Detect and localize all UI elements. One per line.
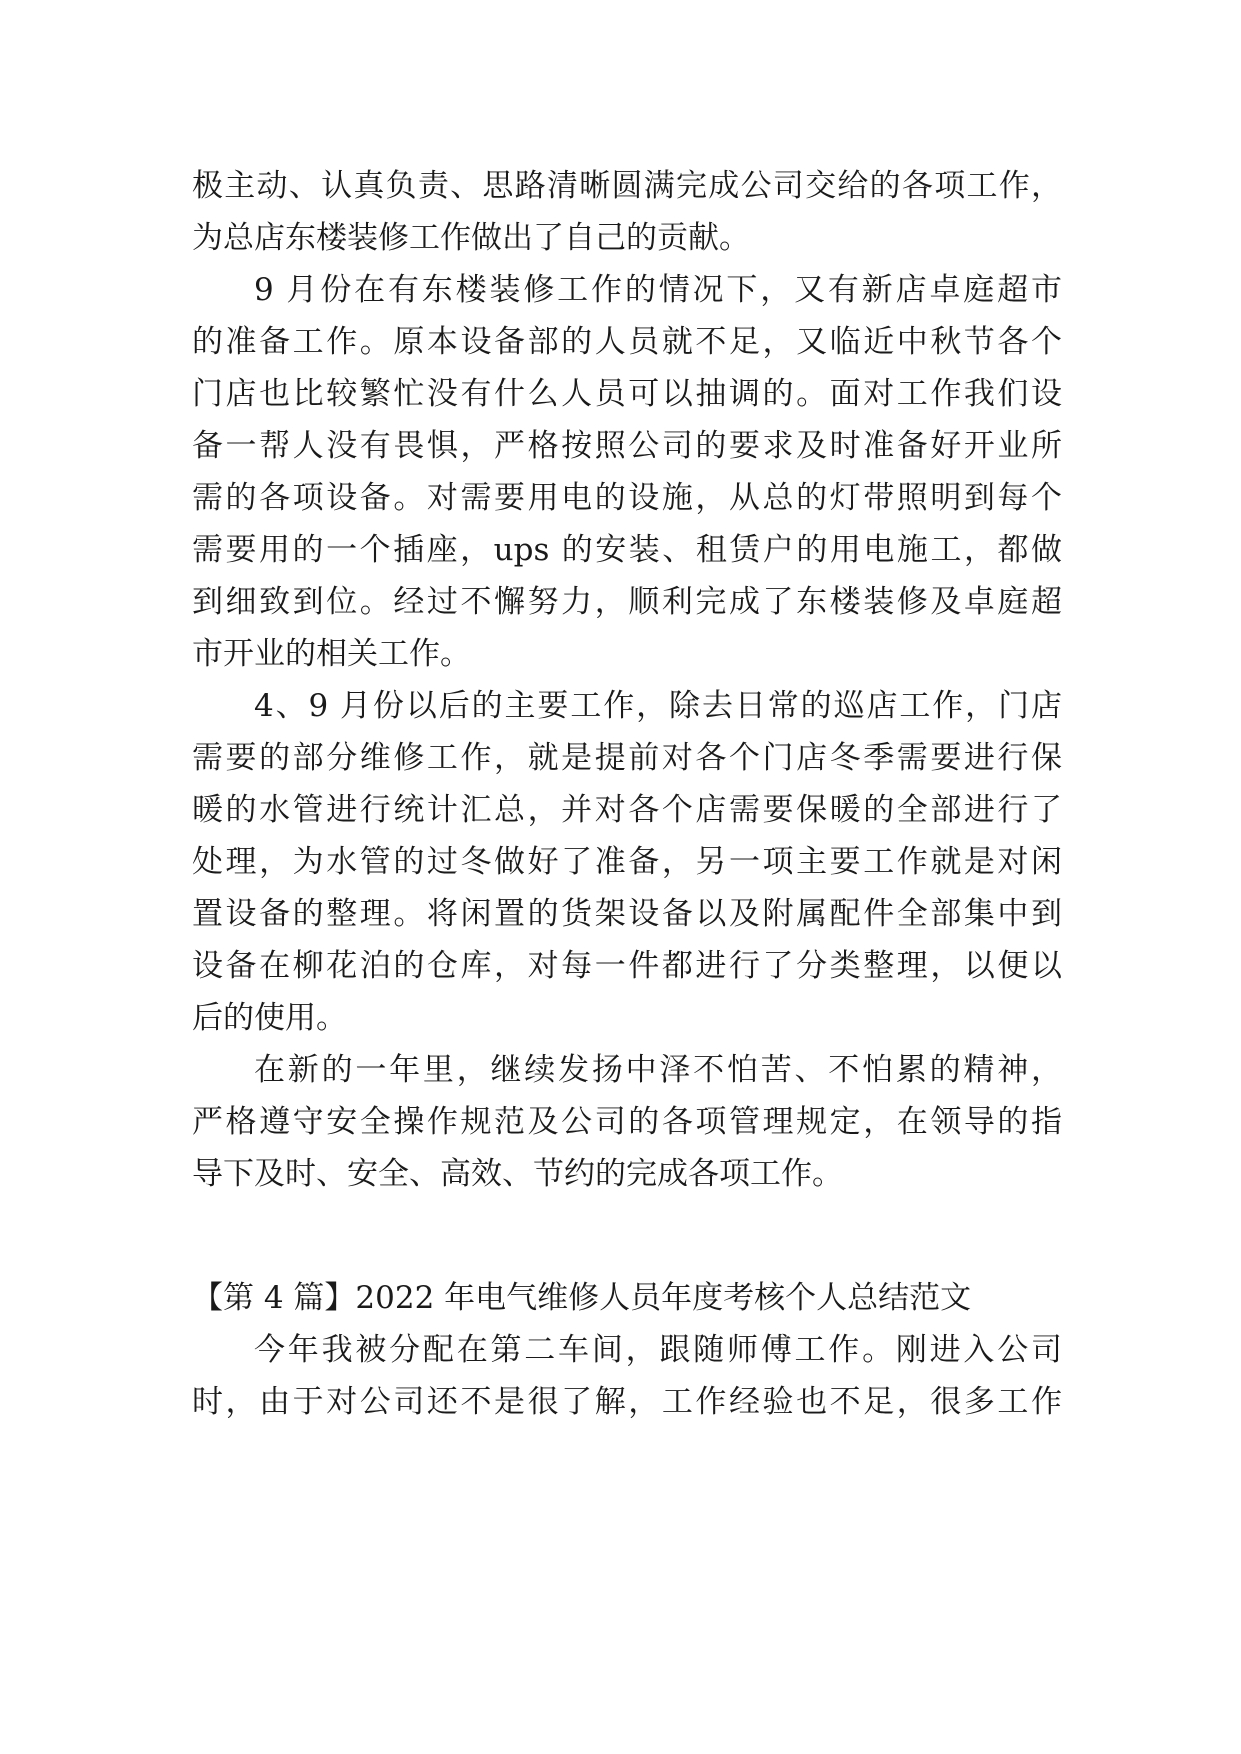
text-line: 4、9 月份以后的主要工作，除去日常的巡店工作，门店 <box>254 688 1062 724</box>
text-line: 备一帮人没有畏惧，严格按照公司的要求及时准备好开业所 <box>192 428 1062 464</box>
text-line: 今年我被分配在第二车间，跟随师傅工作。刚进入公司 <box>254 1332 1062 1368</box>
text-line: 市开业的相关工作。 <box>192 636 471 672</box>
section-heading: 【第 4 篇】2022 年电气维修人员年度考核个人总结范文 <box>192 1280 972 1316</box>
text-line: 暖的水管进行统计汇总，并对各个店需要保暖的全部进行了 <box>192 792 1062 828</box>
paragraph <box>192 264 1062 680</box>
document-body <box>192 160 1062 1428</box>
text-line: 需要用的一个插座，ups 的安装、租赁户的用电施工，都做 <box>192 532 1062 568</box>
text-line: 在新的一年里，继续发扬中泽不怕苦、不怕累的精神， <box>254 1052 1062 1088</box>
text-line: 为总店东楼装修工作做出了自己的贡献。 <box>192 220 750 256</box>
paragraph <box>192 680 1062 1044</box>
text-line: 的准备工作。原本设备部的人员就不足，又临近中秋节各个 <box>192 324 1062 360</box>
text-line: 设备在柳花泊的仓库，对每一件都进行了分类整理，以便以 <box>192 948 1062 984</box>
paragraph-gap <box>192 1200 1062 1272</box>
text-line: 处理，为水管的过冬做好了准备，另一项主要工作就是对闲 <box>192 844 1062 880</box>
text-line: 9 月份在有东楼装修工作的情况下，又有新店卓庭超市 <box>254 272 1062 308</box>
text-line: 置设备的整理。将闲置的货架设备以及附属配件全部集中到 <box>192 896 1062 932</box>
paragraph <box>192 160 1062 264</box>
text-line: 导下及时、安全、高效、节约的完成各项工作。 <box>192 1156 843 1192</box>
text-line: 到细致到位。经过不懈努力，顺利完成了东楼装修及卓庭超 <box>192 584 1062 620</box>
text-line: 极主动、认真负责、思路清晰圆满完成公司交给的各项工作， <box>192 168 1062 204</box>
paragraph <box>192 1324 1062 1428</box>
text-line: 后的使用。 <box>192 1000 347 1036</box>
paragraph <box>192 1044 1062 1200</box>
text-line: 需的各项设备。对需要用电的设施，从总的灯带照明到每个 <box>192 480 1062 516</box>
text-line: 时，由于对公司还不是很了解，工作经验也不足，很多工作 <box>192 1384 1062 1420</box>
text-line: 严格遵守安全操作规范及公司的各项管理规定，在领导的指 <box>192 1104 1062 1140</box>
text-line: 门店也比较繁忙没有什么人员可以抽调的。面对工作我们设 <box>192 376 1062 412</box>
text-line: 需要的部分维修工作，就是提前对各个门店冬季需要进行保 <box>192 740 1062 776</box>
